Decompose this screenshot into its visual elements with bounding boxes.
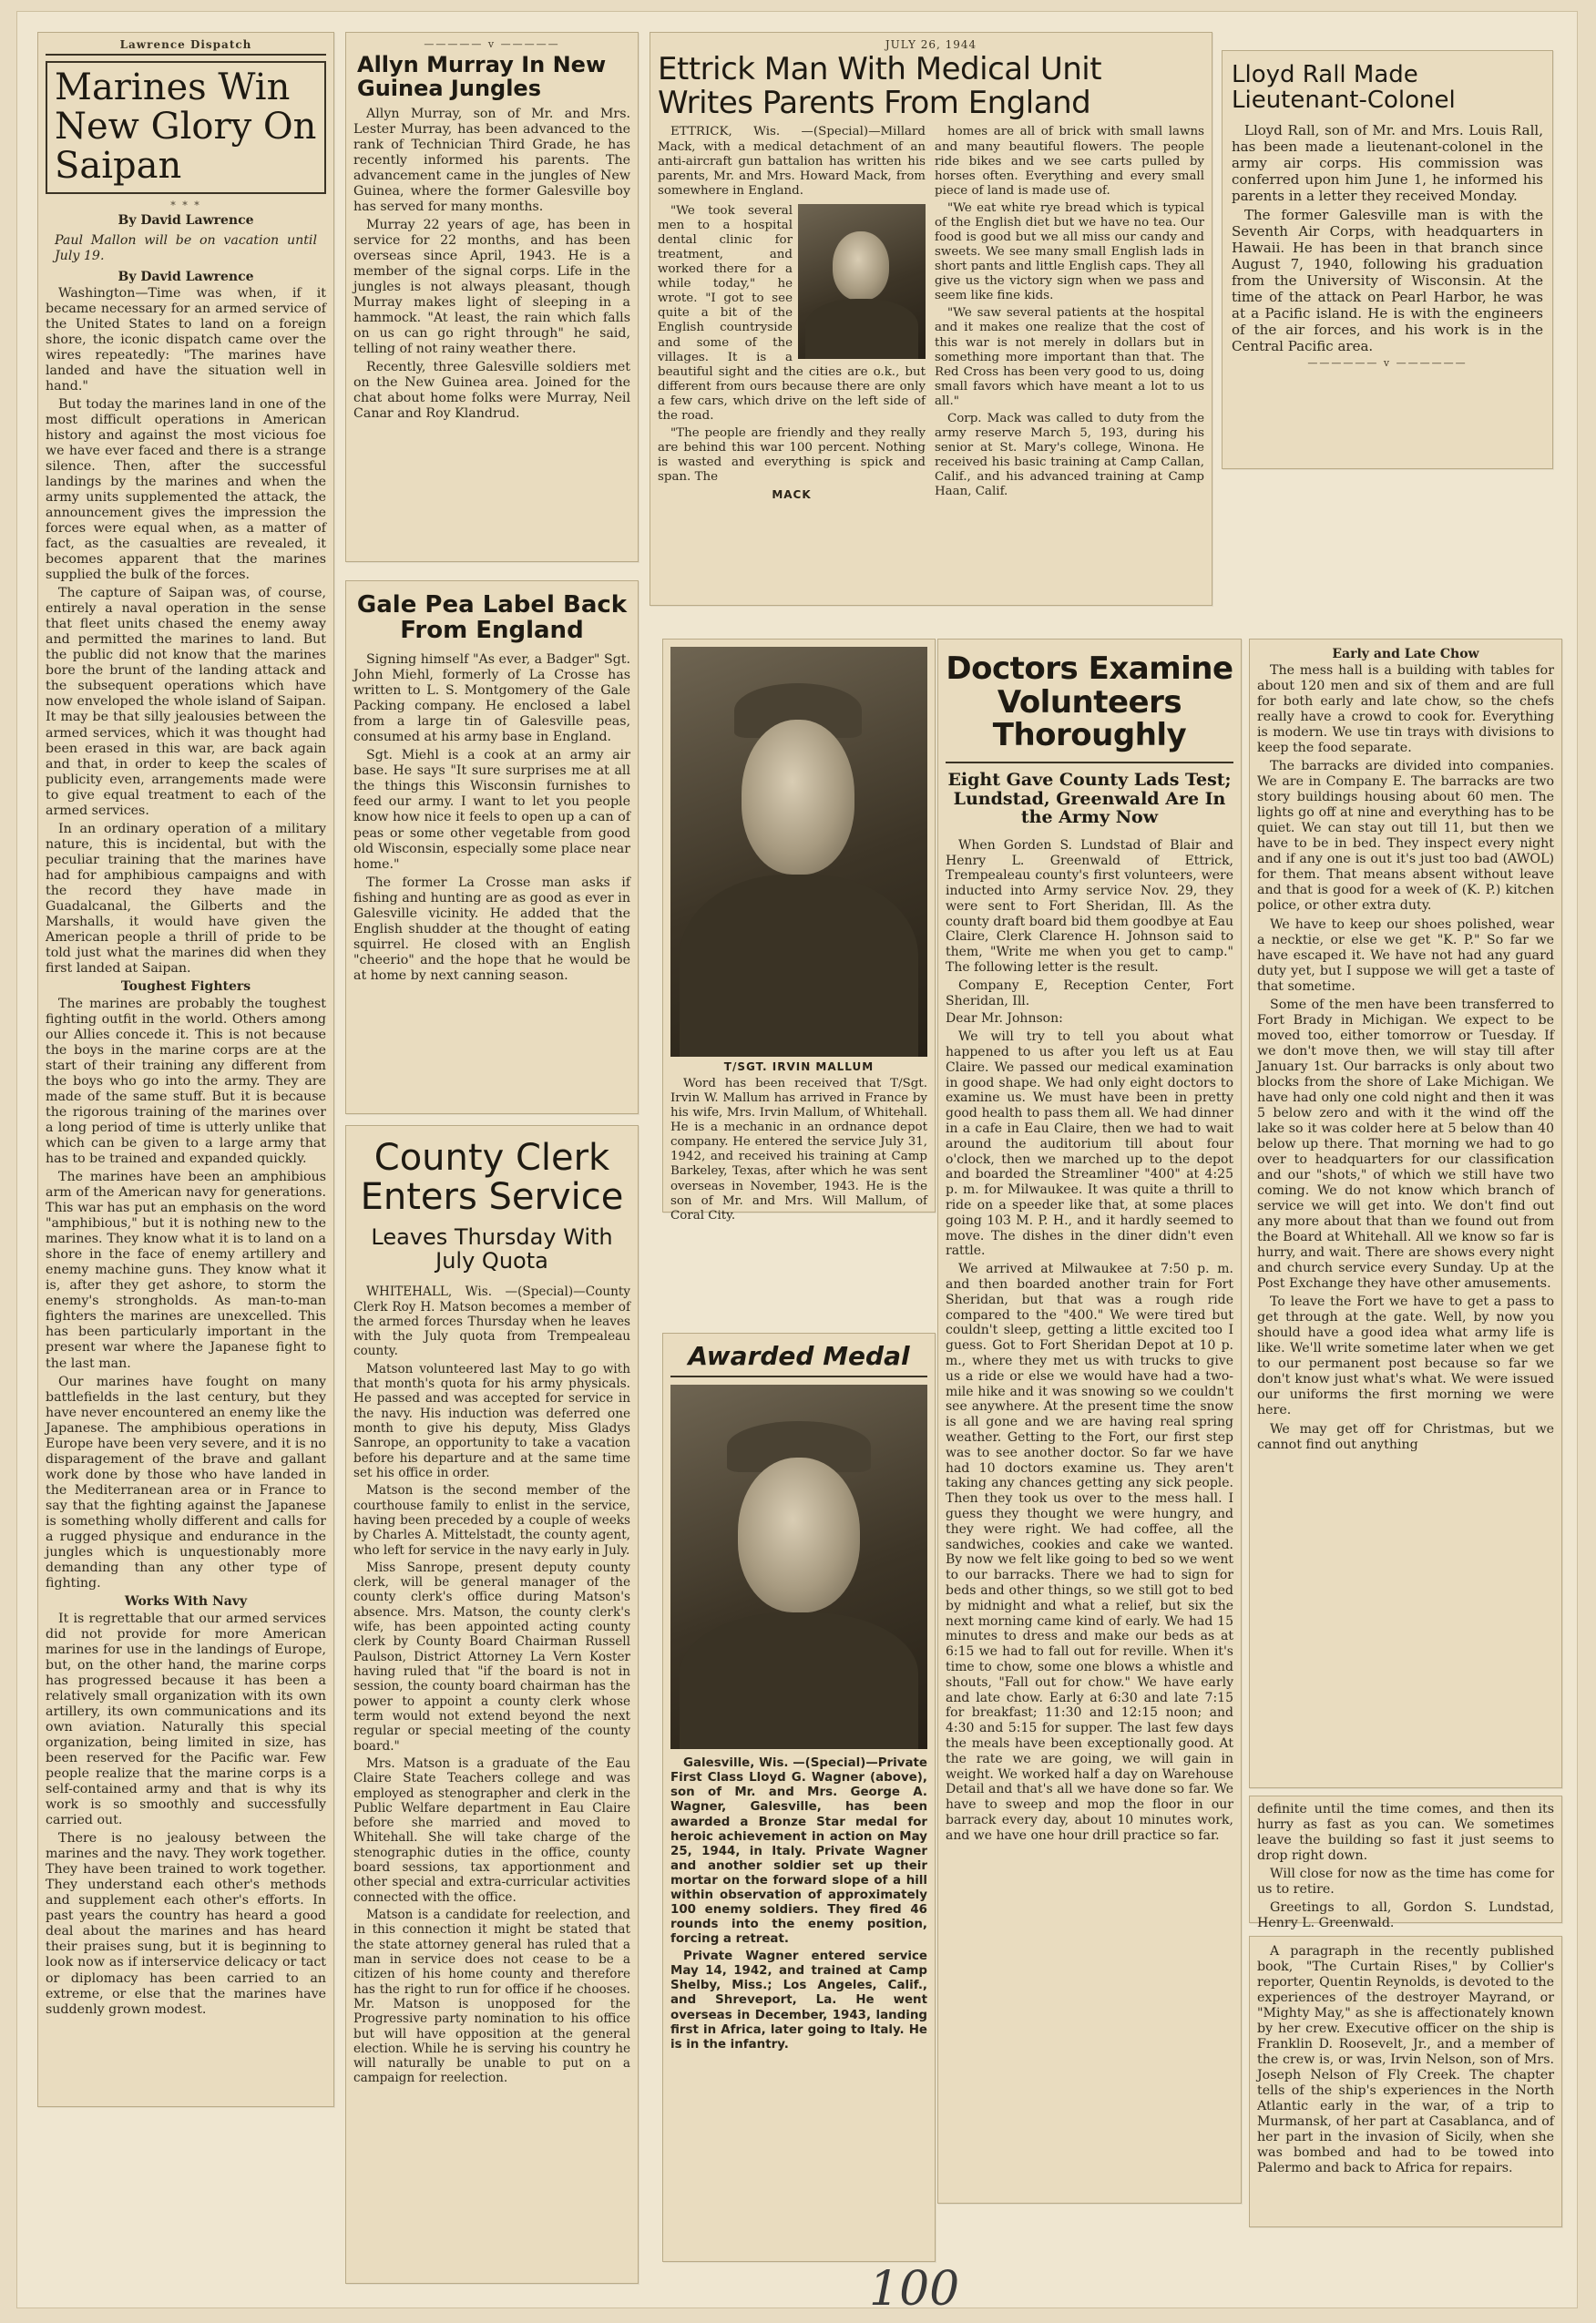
photo-caption: MACK (772, 488, 812, 502)
paragraph: When Gorden S. Lundstad of Blair and Henry L. Greenwald of Ettrick, Trempealeau county's first volunteers, were inducted into Army service Nov. 29, they were sent to Fort Sheridan, Ill. As the county draft board bid them goodbye at Eau Claire, Clerk Clarence H. Johnson said to them, "Write me when you get to camp." The following letter is the result. (946, 837, 1233, 976)
paragraph: Greetings to all, Gordon S. Lundstad, Henry L. Greenwald. (1257, 1900, 1554, 1931)
paragraph: homes are all of brick with small lawns and many beautiful flowers. The people ride bikes and we see carts pulled by horses often. Everything and every small piece of land is made use of. (935, 125, 1204, 198)
paragraph: Galesville, Wis. —(Special)—Private First Class Lloyd G. Wagner (above), son of Mr. and Mrs. George A. Wagner, Galesville, has been awarded a Bronze Star medal for heroic achievement in action on May 25, 1944, in Italy. Private Wagner and another soldier set up their mortar on the forward slope of a hill within observation of approximately 100 enemy soldiers. They fired 46 rounds into the enemy position, forcing a retreat. (670, 1756, 927, 1947)
paragraph: We will try to tell you about what happened to us after you left us at Eau Claire. We passed our medical examination in good shape. We had only eight doctors to examine us. We must have been in pretty good health to pass them all. We had dinner in a cafe in Eau Claire, then we had to wait around the auditorium till about four o'clock, then we marched up to the depot and boarded the Streamliner "400" at 4:25 p. m. for Milwaukee. It was quite a thrill to ride on a speeder like that, at some places going 103 M. P. H., and it hardly seemed to move. The dishes in the diner didn't even rattle. (946, 1029, 1233, 1259)
paragraph: Matson is a candidate for reelection, and in this connection it might be stated that the state attorney general has ruled that a man in service does not cease to be a citizen of his home county and therefore has the right to run for office if he chooses. Mr. Matson is unopposed for the Progressive party nomination to his office but will have opposition at the general election. While he is serving his country he will naturally be unable to put on a campaign for reelection. (353, 1908, 630, 2086)
portrait-photo (798, 204, 926, 359)
page-number: 100 (869, 2262, 960, 2317)
paragraph: Washington—Time was when, if it became necessary for an armed service of the United States to land on a foreign shore, the iconic dispatch came over the wires repeatedly: "The marines have landed and have the situation well in hand." (46, 285, 326, 394)
paragraph: Our marines have fought on many battlefields in the last century, but they have never encountered an enemy like the Japanese. The amphibious operations in Europe have been very severe, and it is no disparagement of the brave and gallant work done by those who have landed in the Mediterranean area or in France to say that the fighting against the Japanese is something wholly different and calls for a rugged physique and endurance in the jungles which is unquestionably more demanding than any other type of fighting. (46, 1374, 326, 1591)
uniform (680, 1612, 918, 1749)
column-2 (935, 125, 1204, 505)
paragraph: Company E, Reception Center, Fort Sheridan, Ill. (946, 977, 1233, 1008)
county-clerk-article (345, 1125, 639, 2284)
ettrick-article (650, 32, 1212, 606)
article-headline: Lloyd Rall Made Lieutenant-Colonel (1232, 61, 1456, 115)
paragraph: We arrived at Milwaukee at 7:50 p. m. and then boarded another train for Fort Sheridan, but that was a rough ride compared to the "400." We were tired but couldn't sleep, getting a little excited too I guess. Got to Fort Sheridan Depot at 10 p. m., where they met us with trucks to give us a ride or else we would have had a two-mile hike and it was snowing so we couldn't see anywhere. At the present time the snow is all gone and we are having real spring weather. Getting to the Fort, our first step was to see another doctor. So far we have had 10 doctors examine us. They aren't taking any chances getting any sick people. Then they took us over to the mess hall. I guess they thought we were hungry, and they were right. We had coffee, all the sandwiches, cookies and cake we wanted. By now we felt like going to bed so we went to our barracks. There we had to sign for beds and other things, so we still got to bed by midnight and what a relief, but six the next morning came kind of early. We had 15 minutes to dress and make our beds as at 6:15 we had to fall out for reville. When it's time to chow, some one blows a whistle and shouts, "Fall out for chow." We have early and late chow. Early at 6:30 and late 7:15 for breakfast; 11:30 and 12:15 noon; and 4:30 and 5:15 for supper. The last few days the meals have been exceptionally good. At the rate we are going, we will gain in weight. We worked half a day on Warehouse Detail and that's all we have done so far. We have to sweep and mop the floor in our barrack every day, about 10 minutes work, and we have one hour drill practice so far. (946, 1262, 1233, 1843)
paragraph: We may get off for Christmas, but we cannot find out anything (1257, 1421, 1554, 1452)
paragraph: Sgt. Miehl is a cook at an army air base. He says "It sure surprises me at all the things this Wisconsin furnishes to feed our army. I want to let you people know how nice it feels to open up a can of peas or some other vegetable from good old Wisconsin, especially some place near home." (353, 748, 630, 872)
subhead: Toughest Fighters (120, 979, 251, 994)
ornament: ————— v ————— (424, 38, 560, 50)
paragraph: A paragraph in the recently published book, "The Curtain Rises," by Collier's reporter, Quentin Reynolds, is devoted to the experiences of the destroyer Mayrand, or "Mighty May," as she is affectionately known by her crew. Executive officer on the ship is Franklin D. Roosevelt, Jr., and a member of the crew is, or was, Irvin Nelson, son of Mrs. Joseph Nelson of Fly Creek. The chapter tells of the ship's experiences in the North Atlantic early in the war, of a trip to Murmansk, of her part at Casablanca, and of her part in the invasion of Sicily, when she was bombed and had to be towed into Palermo and back to Africa for repairs. (1257, 1944, 1554, 2176)
scrapbook-page (16, 11, 1578, 2317)
paragraph: "We took several men to a hospital dental clinic for treatment, and worked there for a while today," he wrote. "I got to see quite a bit of the English countryside and some of the villages. It is a beautiful sight and the cities are o.k., but different from ours because there are only a few cars, which drive on the left side of the road. (658, 203, 926, 423)
paragraph: Corp. Mack was called to duty from the army reserve March 5, 193, during his senior at St. Mary's college, Winona. He received his basic training at Camp Callan, Calif., and his advanced training at Camp Haan, Calif. (935, 411, 1204, 499)
article-body (1257, 1944, 1554, 2176)
face (738, 1458, 860, 1612)
photo-caption: T/SGT. IRVIN MALLUM (723, 1060, 875, 1073)
article-body (353, 1284, 630, 2086)
gale-pea-article (345, 580, 639, 1114)
article-subheadline: Eight Gave County Lads Test; Lundstad, Greenwald Are In the Army Now (947, 770, 1232, 828)
ornament: * * * (170, 199, 201, 211)
paragraph: "We eat white rye bread which is typical of the English diet but we have no tea. Our food is good but we all miss our candy and sweets. We see many small English lads in short pants and little English caps. They all give us the victory sign when we pass and seem like fine kids. (935, 200, 1204, 303)
article-body (670, 1077, 927, 1223)
lloyd-rall-article (1222, 50, 1553, 469)
chow-article (1249, 639, 1562, 1788)
paragraph: Private Wagner entered service May 14, 1942, and trained at Camp Shelby, Miss.; Los Angeles, Calif., and Shreveport, La. He went overseas in December, 1943, landing first in Africa, later going to Italy. He is in the infantry. (670, 1949, 927, 2052)
byline: By David Lawrence (118, 212, 254, 228)
divider (946, 762, 1233, 763)
portrait-photo (670, 1385, 927, 1749)
paragraph: Matson is the second member of the courthouse family to enlist in the service, having been preceded by a couple of weeks by Charles A. Mittelstadt, the county agent, who left for service in the navy early in July. (353, 1483, 630, 1558)
article-body (46, 286, 326, 2018)
article-headline: Doctors Examine Volunteers Thoroughly (946, 650, 1233, 754)
paragraph: definite until the time comes, and then its hurry as fast as you can. We sometimes leave the building so fast it just seems to drop right down. (1257, 1802, 1554, 1864)
dateline: JULY 26, 1944 (885, 38, 977, 51)
article-body (658, 125, 926, 485)
paragraph: Recently, three Galesville soldiers met on the New Guinea area. Joined for the chat about home folks were Murray, Neil Canar and Roy Klandrud. (353, 360, 630, 422)
vacation-note: Paul Mallon will be on vacation until July 19. (55, 232, 317, 263)
article-headline: Marines Win New Glory On Saipan (46, 61, 326, 194)
article-body (935, 125, 1204, 499)
paragraph: Some of the men have been transferred to Fort Brady in Michigan. We expect to be moved too, either tomorrow or Tuesday. If we don't move then, we will stay till after January 1st. Our barracks is only about two blocks from the shore of Lake Michigan. We have had only one cold night and then it was 5 below zero and with it the wind off the lake so it was colder here at 5 below than 40 below up there. That morning we had to go over to headquarters for our classification and our "shots," of which we still have two coming. We do not know which branch of service we will get into. We don't find out any more about that than we found out from the Board at Whitehall. All we know so far is hurry, and wait. There are shows every night and church service every Sunday. Up at the Post Exchange they have other amusements. (1257, 997, 1554, 1292)
allyn-murray-article (345, 32, 639, 562)
ornament: —————— v —————— (1307, 357, 1468, 370)
curtain-rises-article (1249, 1936, 1562, 2227)
article-body (946, 838, 1233, 1844)
paragraph: But today the marines land in one of the most difficult operations in American history and against the most vicious foe we have ever faced and there is a strange silence. Then, after the successful landings by the marines and when the army units supplemented the attack, the announcement gives the impression the forces were equal when, as a matter of fact, as the casualties are revealed, it becomes apparent that the marines supplied the bulk of the forces. (46, 396, 326, 583)
divider (46, 54, 326, 56)
paragraph: ETTRICK, Wis. —(Special)—Millard Mack, with a medical detachment of an anti-aircraft gun battalion has written his parents, Mr. and Mrs. Howard Mack, from somewhere in England. (658, 125, 926, 198)
doctors-article (937, 639, 1242, 2204)
dispatch-label: Lawrence Dispatch (119, 38, 252, 51)
article-body (353, 107, 630, 423)
paragraph: The former Galesville man is with the Seventh Air Corps, with headquarters in Hawaii. He has been in that branch since August 7, 1940, following his graduation from the University of Wisconsin. At the time of the attack on Pearl Harbor, he was at a Pacific island. He is with the engineers of the air forces, and his work is in the Central Pacific area. (1232, 207, 1543, 355)
paragraph: We have to keep our shoes polished, wear a necktie, or else we get "K. P." So far we have escaped it. We have not had any guard duty yet, but I suppose we will get a taste of that sometime. (1257, 916, 1554, 994)
chow-continuation (1249, 1796, 1562, 1931)
article-headline: County Clerk Enters Service (360, 1137, 624, 1219)
article-body (1232, 122, 1543, 354)
awarded-medal-article (662, 1333, 936, 2262)
paragraph: To leave the Fort we have to get a pass to get through at the gate. Well, by now you should have a good idea what army life is like. We'll write sometime later when we get to our permanent post because so far we don't know just what's what. We were issued our uniforms the first morning we were here. (1257, 1295, 1554, 1418)
paragraph: Murray 22 years of age, has been in service for 22 months, and has been overseas since April, 1943. He is a member of the signal corps. Life in the jungles is not always pleasant, though Murray makes light of sleeping in a hammock. "At least, the rain which falls on us can go right through" he said, telling of not rainy weather there. (353, 218, 630, 357)
article-body (670, 1756, 927, 2052)
article-headline: Allyn Murray In New Guinea Jungles (357, 52, 607, 101)
paragraph: Miss Sanrope, present deputy county clerk, will be general manager of the county clerk's office during Matson's absence. Mrs. Matson, the county clerk's wife, has been appointed acting county clerk by County Board Chairman Russell Paulson, District Attorney La Vern Koster having ruled that "if the board is not in session, the county board chairman has the power to appoint a county clerk whose term would not extend beyond the next regular or special meeting of the county board." (353, 1560, 630, 1754)
paragraph: Dear Mr. Johnson: (946, 1011, 1063, 1027)
paragraph: It is regrettable that our armed services did not provide for more American marines for use in the landings of Europe, but, on the other hand, the marine corps has progressed because it has been a relatively small organization with its own artillery, its own communications and its own aviation. Naturally this special organization, being limited in size, has been reserved for the Pacific war. Few people realize that the marine corps is a self-contained army and that is why its work is so smoothly and successfully carried out. (46, 1611, 326, 1828)
paragraph: The marines have been an amphibious arm of the American navy for generations. This war has put an emphasis on the word "amphibious," but it is nothing new to the marines. They know what it is to land on a shore in the face of enemy artillery and enemy machine guns. They know what it is, after they get ashore, to storm the enemy's strongholds. As man-to-man fighters the marines are unexcelled. This has been particularly important in the present war where the Japanese fight to the last man. (46, 1170, 326, 1371)
paragraph: Word has been received that T/Sgt. Irvin W. Mallum has arrived in France by his wife, Mrs. Irvin Mallum, of Whitehall. He is a mechanic in an ordnance depot company. He entered the service July 31, 1942, and received his training at Camp Barkeley, Texas, after which he was sent overseas in November, 1943. He is the son of Mr. and Mrs. Will Mallum, of Coral City. (670, 1077, 927, 1223)
paragraph: The capture of Saipan was, of course, entirely a naval operation in the sense that fleet units chased the enemy away and permitted the marines to land. But the public did not know that the marines bore the brunt of the landing attack and the subsequent operations which have now enveloped the whole island of Saipan. It may be that silly jealousies between the armed services, which it was thought had been erased in this war, are back again and that, in order to keep the scales of publicity even, arrangements made were to give equal treatment to each of the armed services. (46, 586, 326, 818)
article-subheadline: Leaves Thursday With July Quota (371, 1224, 613, 1274)
paragraph: The mess hall is a building with tables for about 120 men and six of them and are full for both early and late chow, so the chefs really have a crowd to cook for. Everything is modern. We use tin trays with divisions to keep the food separate. (1257, 663, 1554, 756)
paragraph: Allyn Murray, son of Mr. and Mrs. Lester Murray, has been advanced to the rank of Technician Third Grade, he has recently informed his parents. The advancement came in the jungles of New Guinea, where the former Galesville boy has served for many months. (353, 106, 630, 214)
mallum-article (662, 639, 936, 1223)
marines-article (37, 32, 334, 2107)
paragraph: Signing himself "As ever, a Badger" Sgt. John Miehl, formerly of La Crosse has written to L. S. Montgomery of the Gale Packing company. He enclosed a label from a large tin of Galesville peas, consumed at his army base in England. (353, 652, 630, 745)
paragraph: Will close for now as the time has come for us to retire. (1257, 1867, 1554, 1898)
article-body (1257, 663, 1554, 1453)
paragraph: WHITEHALL, Wis. —(Special)—County Clerk Roy H. Matson becomes a member of the armed forces Thursday when he leaves with the July quota from Trempealeau county. (353, 1284, 630, 1359)
article-headline: Ettrick Man With Medical Unit Writes Parents From England (658, 51, 1102, 121)
paragraph: Matson volunteered last May to go with that month's quota for his army physicals. He passed and was accepted for service in the navy. His induction was deferred one month to give his deputy, Miss Gladys Sanrope, an opportunity to take a vacation before his departure and at the same time set his office in order. (353, 1361, 630, 1480)
paragraph: Lloyd Rall, son of Mr. and Mrs. Louis Rall, has been made a lieutenant-colonel in the army air corps. His commission was conferred upon him June 1, he informed his parents in a letter they received Monday. (1232, 122, 1543, 205)
article-body (353, 652, 630, 984)
article-columns (658, 125, 1204, 505)
uniform (805, 299, 918, 359)
paragraph: "We saw several patients at the hospital and it makes one realize that the cost of this war is not merely in dollars but in something more important than that. The Red Cross has been very good to us, doing small favors which have meant a lot to us all." (935, 306, 1204, 408)
paragraph: The marines are probably the toughest fighting outfit in the world. Others among our Allies concede it. This is not because the boys in the marine corps are at the start of their training any different from the boys who go into the army. They are made of the same stuff. But it is because the rigorous training of the marines over a long period of time is utterly unlike that which can be given to a large army that has to be trained and expanded quickly. (46, 996, 326, 1167)
face (742, 720, 854, 875)
paragraph: "The people are friendly and they really are behind this war 100 percent. Nothing is wasted and everything is spick and span. The (658, 426, 926, 485)
paragraph: There is no jealousy between the marines and the navy. They work together. They have been trained to work together. They understand each other's methods and supplement each other's efforts. In past years the country has heard a good deal about the marines and has heard their praises sung, but it is beginning to look now as if interservice delicacy or tact or diplomacy has been carried to an extreme, or else that the marines have suddenly grown modest. (46, 1831, 326, 2017)
article-headline: Gale Pea Label Back From England (356, 591, 628, 645)
paragraph: In an ordinary operation of a military nature, this is incidental, but with the peculiar training that the marines have had for amphibious campaigns and with the record they have made in Guadalcanal, the Gilberts and the Marshalls, it would have given the American people a thrill of pride to be told just what the marines did when they first landed at Saipan. (46, 821, 326, 976)
column-1 (658, 125, 926, 505)
article-headline: Awarded Medal (670, 1343, 927, 1377)
byline-2: By David Lawrence (118, 269, 254, 284)
article-body (1257, 1802, 1554, 1931)
portrait-photo (670, 647, 927, 1057)
paragraph: Mrs. Matson is a graduate of the Eau Claire State Teachers college and was employed as stenographer and clerk in the Public Welfare department in Eau Claire before she married and moved to Whitehall. She will take charge of the stenographic duties in the office, county board sessions, tax apportionment and other special and extra-curricular activities connected with the office. (353, 1755, 630, 1905)
paragraph: The barracks are divided into companies. We are in Company E. The barracks are two story buildings housing about 60 men. The lights go off at nine and everything has to be quiet. We can stay out till 11, but then we have to be in bed. They inspect every night and if any one is out it's just too bad (AWOL) for them. That means absent without leave and that is good for a week of (K. P.) kitchen police, or other extra duty. (1257, 759, 1554, 914)
uniform (680, 875, 918, 1057)
face (833, 231, 889, 301)
paragraph: The former La Crosse man asks if fishing and hunting are as good as ever in Galesville vicinity. He added that the English shudder at the thought of eating squirrel. He closed with an English "cheerio" and the hope that he would be at home by next canning season. (353, 875, 630, 983)
subhead: Works With Navy (124, 1593, 248, 1609)
subhead: Early and Late Chow (1332, 647, 1479, 661)
